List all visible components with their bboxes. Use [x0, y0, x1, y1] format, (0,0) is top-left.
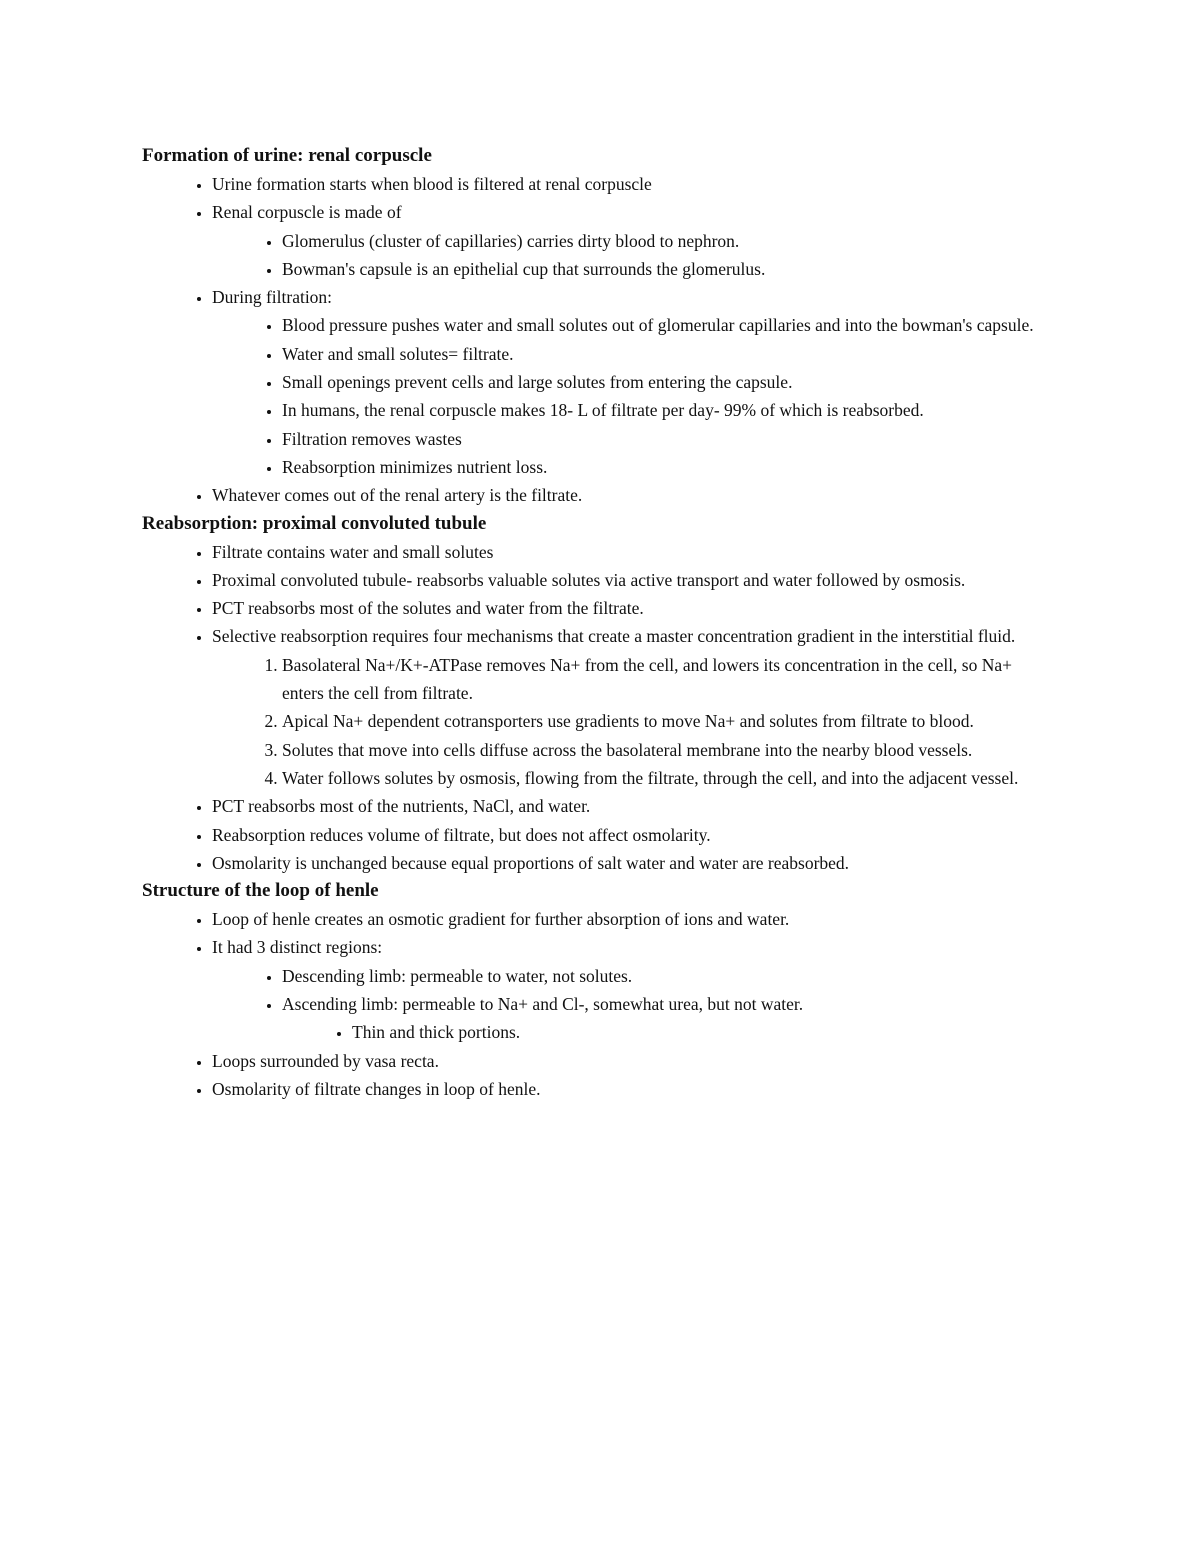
sub-bullet-list	[212, 962, 1052, 1047]
list-item-text: During filtration:	[212, 287, 333, 308]
list-item: • Glomerulus (cluster of capillaries) carries dirty blood to nephron.	[282, 227, 1052, 255]
list-item	[282, 990, 1052, 1047]
numbered-list	[212, 651, 1052, 792]
list-item: • Reabsorption reduces volume of filtrate, but does not affect osmolarity.	[212, 821, 1052, 849]
bullet-list	[142, 538, 1052, 878]
numbered-item: 2. Apical Na+ dependent cotransporters use gradients to move Na+ and solutes from filtrate to blood.	[282, 707, 1052, 735]
list-item: • Whatever comes out of the renal artery is the filtrate.	[212, 481, 1052, 509]
list-item: • Urine formation starts when blood is filtered at renal corpuscle	[212, 170, 1052, 198]
list-item: • Thin and thick portions.	[352, 1018, 1052, 1046]
list-item: • Filtration removes wastes	[282, 425, 1052, 453]
list-item: • Loop of henle creates an osmotic gradient for further absorption of ions and water.	[212, 905, 1052, 933]
list-item: • Osmolarity of filtrate changes in loop of henle.	[212, 1075, 1052, 1103]
numbered-item: 3. Solutes that move into cells diffuse across the basolateral membrane into the nearby blood vessels.	[282, 736, 1052, 764]
section-heading: Structure of the loop of henle	[142, 880, 379, 902]
list-item-text: Ascending limb: permeable to Na+ and Cl-, somewhat urea, but not water.	[282, 994, 804, 1015]
list-item: • PCT reabsorbs most of the nutrients, NaCl, and water.	[212, 792, 1052, 820]
sub-sub-bullet-list	[282, 1018, 1052, 1046]
numbered-item: 4. Water follows solutes by osmosis, flowing from the filtrate, through the cell, and into the adjacent vessel.	[282, 764, 1052, 792]
list-item-text: Renal corpuscle is made of	[212, 202, 402, 223]
list-item: • Bowman's capsule is an epithelial cup that surrounds the glomerulus.	[282, 255, 1052, 283]
list-item	[212, 933, 1052, 1046]
sub-bullet-list	[212, 227, 1052, 284]
list-item: • Water and small solutes= filtrate.	[282, 340, 1052, 368]
list-item: • Descending limb: permeable to water, not solutes.	[282, 962, 1052, 990]
list-item: • Osmolarity is unchanged because equal proportions of salt water and water are reabsorbed.	[212, 849, 1052, 877]
list-item: • Filtrate contains water and small solutes	[212, 538, 1052, 566]
list-item: • Small openings prevent cells and large solutes from entering the capsule.	[282, 368, 1052, 396]
list-item-text: Selective reabsorption requires four mechanisms that create a master concentration gradient in the interstitial fluid.	[212, 626, 1016, 647]
list-item: • In humans, the renal corpuscle makes 18- L of filtrate per day- 99% of which is reabsorbed.	[282, 396, 1052, 424]
section-heading: Formation of urine: renal corpuscle	[142, 145, 432, 166]
list-item: • Blood pressure pushes water and small solutes out of glomerular capillaries and into the bowman's capsule.	[282, 311, 1052, 339]
bullet-list	[142, 170, 1052, 510]
list-item	[212, 283, 1052, 481]
list-item	[212, 198, 1052, 283]
list-item: • Loops surrounded by vasa recta.	[212, 1047, 1052, 1075]
numbered-item: 1. Basolateral Na+/K+-ATPase removes Na+ from the cell, and lowers its concentration in the cell, so Na+ enters the cell from filtrate.	[282, 651, 1052, 708]
list-item: • Reabsorption minimizes nutrient loss.	[282, 453, 1052, 481]
bullet-list	[142, 905, 1052, 1103]
sub-bullet-list	[212, 311, 1052, 481]
section-heading: Reabsorption: proximal convoluted tubule	[142, 512, 487, 534]
list-item	[212, 622, 1052, 792]
document-content	[142, 142, 1052, 1103]
list-item: • PCT reabsorbs most of the solutes and water from the filtrate.	[212, 594, 1052, 622]
list-item: • Proximal convoluted tubule- reabsorbs valuable solutes via active transport and water followed by osmosis.	[212, 566, 1052, 594]
list-item-text: It had 3 distinct regions:	[212, 937, 383, 958]
